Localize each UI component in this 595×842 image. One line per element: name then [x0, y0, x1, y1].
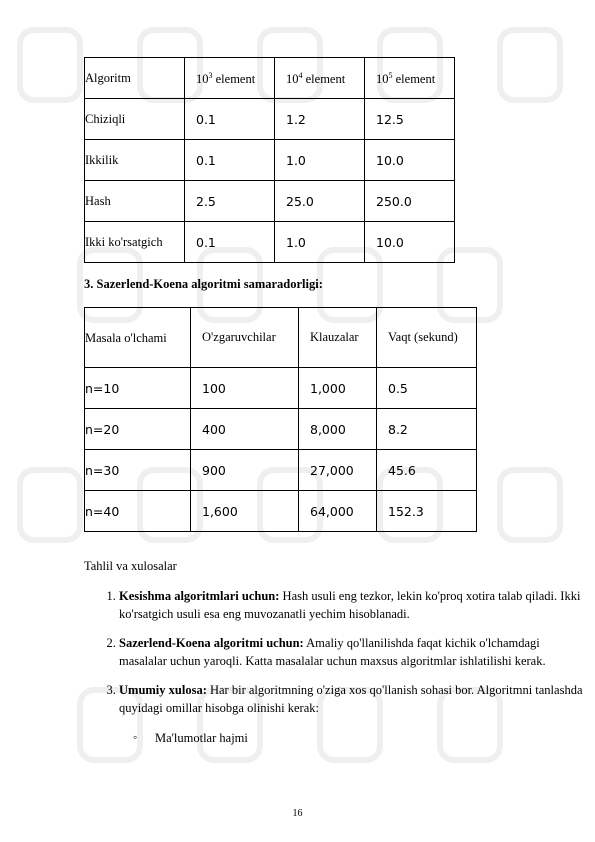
table-row — [85, 368, 477, 409]
table-cell: 1.2 — [275, 99, 365, 140]
item-text: Hash usuli eng tezkor, lekin ko'proq xotira talab qiladi. Ikki ko'rsatgich usuli esa eng muvozanatli yechim hisoblanadi. — [119, 589, 581, 621]
sazerlend-koena-table — [84, 307, 477, 532]
header-cell: O'zgaruvchilar — [191, 308, 299, 368]
table-cell: 100 — [191, 368, 299, 409]
table-cell: Ikki ko'rsatgich — [85, 222, 185, 263]
conclusions-list — [84, 587, 589, 758]
table-cell: n=40 — [85, 491, 191, 532]
table-cell: n=30 — [85, 450, 191, 491]
table-cell: 25.0 — [275, 181, 365, 222]
table-row — [85, 140, 455, 181]
item-text: Har bir algoritmning o'ziga xos qo'llanish sohasi bor. Algoritmni tanlashda quyidagi omillar hisobga olinishi kerak: — [119, 683, 583, 715]
table-cell: n=20 — [85, 409, 191, 450]
list-item — [119, 587, 589, 623]
table-row — [85, 450, 477, 491]
header-cell: $10^4$ element — [275, 58, 365, 99]
table-cell: Ikkilik — [85, 140, 185, 181]
table-row — [85, 491, 477, 532]
sublist-item: ◦ Ma'lumotlar hajmi — [133, 730, 248, 745]
header-cell: Masala o'lchami — [85, 308, 191, 368]
item-lead: Kesishma algoritmlari uchun: — [119, 589, 280, 603]
table-cell: 0.1 — [185, 140, 275, 181]
table-cell: 0.1 — [185, 99, 275, 140]
table-cell: n=10 — [85, 368, 191, 409]
table-cell: 250.0 — [365, 181, 455, 222]
table-cell: 10.0 — [365, 222, 455, 263]
table-cell: 64,000 — [299, 491, 377, 532]
table-cell: 0.1 — [185, 222, 275, 263]
header-cell: $10^3$ element — [185, 58, 275, 99]
table-cell: 1,600 — [191, 491, 299, 532]
header-cell: Klauzalar — [299, 308, 377, 368]
item-lead: Umumiy xulosa: — [119, 683, 207, 697]
list-item — [119, 681, 589, 747]
item-lead: Sazerlend-Koena algoritmi uchun: — [119, 636, 304, 650]
header-cell: $10^5$ element — [365, 58, 455, 99]
table-cell: 1.0 — [275, 140, 365, 181]
table-cell: 27,000 — [299, 450, 377, 491]
table-cell: 1.0 — [275, 222, 365, 263]
table-row — [85, 99, 455, 140]
table-cell: 400 — [191, 409, 299, 450]
analysis-subheading: Tahlil va xulosalar — [84, 559, 177, 573]
table-cell: 8.2 — [377, 409, 477, 450]
header-cell: Vaqt (sekund) — [377, 308, 477, 368]
table-row — [85, 181, 455, 222]
table-cell: 8,000 — [299, 409, 377, 450]
table-cell: 2.5 — [185, 181, 275, 222]
table-cell: 12.5 — [365, 99, 455, 140]
table-header-row — [85, 308, 477, 368]
table-header-row — [85, 58, 455, 99]
table-cell: 1,000 — [299, 368, 377, 409]
item-text: Amaliy qo'llanilishda faqat kichik o'lchamdagi masalalar uchun yaroqli. Katta masalalar uchun maxsus algoritmlar ishlatilishi kerak. — [119, 636, 546, 668]
table-cell: 10.0 — [365, 140, 455, 181]
table-cell: Chiziqli — [85, 99, 185, 140]
header-cell: Algoritm — [85, 58, 185, 99]
table-row — [85, 222, 455, 263]
table-cell: 45.6 — [377, 450, 477, 491]
circle-bullet-icon: ◦ — [133, 730, 138, 744]
table-cell: Hash — [85, 181, 185, 222]
table-cell: 0.5 — [377, 368, 477, 409]
table-cell: 900 — [191, 450, 299, 491]
page-number: 16 — [292, 808, 303, 819]
list-item — [119, 634, 589, 670]
table-row — [85, 409, 477, 450]
factors-sublist — [119, 729, 589, 747]
section-heading: 3. Sazerlend-Koena algoritmi samaradorligi: — [84, 277, 323, 291]
algorithm-timing-table — [84, 57, 455, 263]
table-cell: 152.3 — [377, 491, 477, 532]
